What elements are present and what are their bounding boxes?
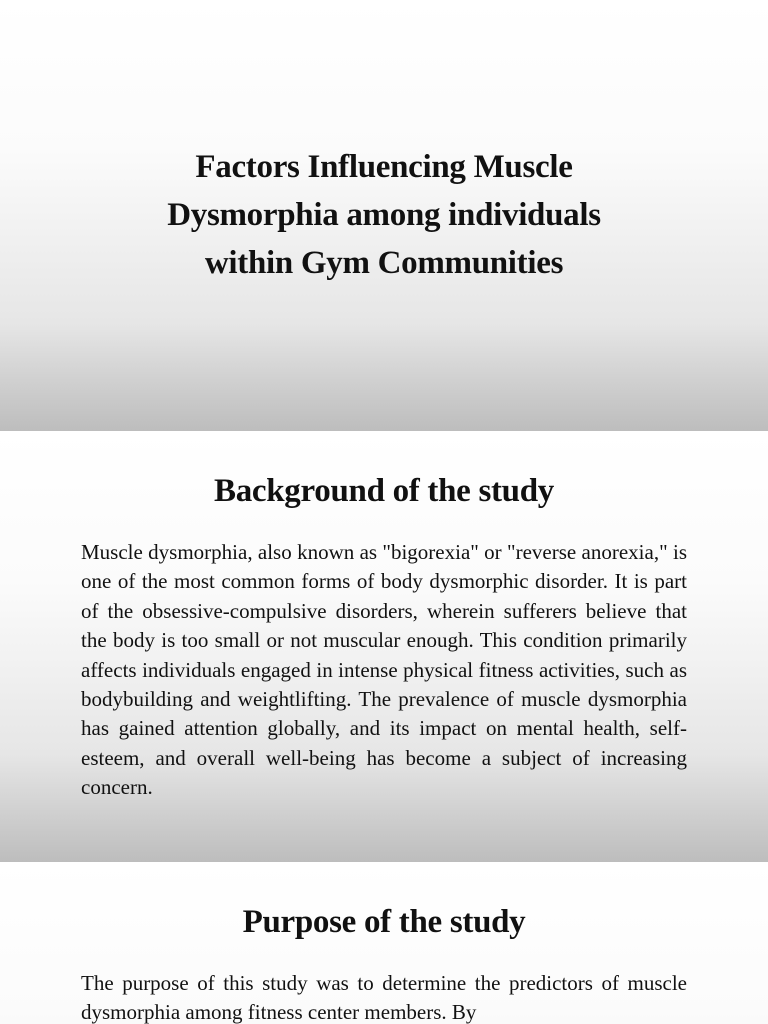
purpose-slide bbox=[0, 862, 768, 1024]
background-heading: Background of the study bbox=[214, 473, 554, 509]
title-slide bbox=[0, 0, 768, 431]
purpose-heading: Purpose of the study bbox=[242, 904, 526, 940]
background-slide bbox=[0, 431, 768, 862]
purpose-paragraph: The purpose of this study was to determine the predictors of muscle dysmorphia among fitness center members. By bbox=[81, 971, 687, 1024]
presentation-title bbox=[0, 143, 768, 287]
title-line: Factors Influencing Muscle bbox=[195, 149, 573, 185]
background-paragraph: Muscle dysmorphia, also known as "bigorexia" or "reverse anorexia," is one of the most common forms of body dysmorphic disorder. It is part of the obsessive-compulsive disorders, wherein sufferers believe that the body is too small or not muscular enough. This condition primarily affects individuals engaged in intense physical fitness activities, such as bodybuilding and weightlifting. The prevalence of muscle dysmorphia has gained attention globally, and its impact on mental health, self-esteem, and overall well-being has become a subject of increasing concern. bbox=[81, 540, 687, 800]
title-line: Dysmorphia among individuals bbox=[167, 197, 601, 233]
title-line: within Gym Communities bbox=[204, 245, 564, 281]
